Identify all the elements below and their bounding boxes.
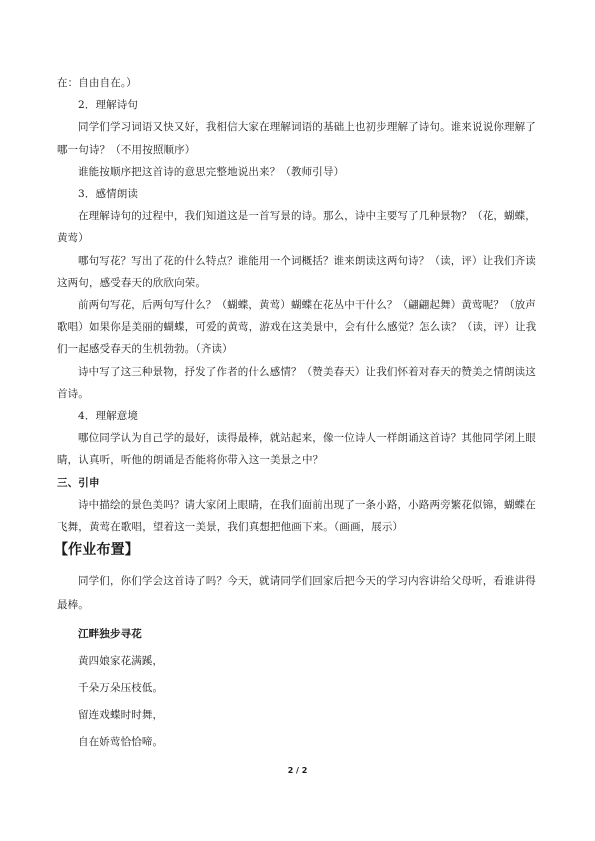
paragraph: 谁能按顺序把这首诗的意思完整地说出来？（教师引导）: [78, 165, 345, 178]
homework-paragraph: 同学们，你们学会这首诗了吗？今天，就请同学们回家后把今天的学习内容讲给父母听，看谁讲得最棒。: [57, 575, 536, 611]
poem-line: 留连戏蝶时时舞，: [78, 709, 164, 721]
lesson-body: [57, 72, 541, 538]
paragraph: 在理解诗句的过程中，我们知道这是一首写景的诗。那么，诗中主要写了几种景物？（花，蝴蝶，黄莺）: [57, 210, 536, 245]
paragraph: 在：自由自在。）: [57, 77, 137, 89]
homework-section: [54, 535, 541, 756]
subsection-heading: 4．理解意境: [78, 410, 139, 423]
paragraph: 哪句写花？写出了花的什么特点？谁能用一个词概括？谁来朗读这两句诗？（读，评）让我们齐读这两句，感受春天的欣欣向荣。: [57, 254, 536, 289]
paragraph: 同学们学习词语又快又好，我相信大家在理解词语的基础上也初步理解了诗句。谁来说说你理解了哪一句诗？（不用按照顺序）: [57, 121, 536, 156]
poem: [57, 621, 541, 756]
homework-heading: 【作业布置】: [54, 542, 139, 558]
subsection-heading: 3．感情朗读: [78, 188, 139, 201]
page-number: 2 / 2: [287, 766, 308, 775]
poem-title: 江畔独步寻花: [78, 628, 142, 640]
poem-line: 千朵万朵压枝低。: [78, 682, 164, 694]
section-heading: 三、引申: [57, 476, 100, 489]
poem-line: 黄四娘家花满蹊，: [78, 655, 164, 667]
paragraph: 诗中描绘的景色美吗？请大家闭上眼睛，在我们面前出现了一条小路，小路两旁繁花似锦，蝴蝶在飞舞，黄莺在歌唱，望着这一美景，我们真想把他画下来。（画画，展示）: [57, 498, 536, 534]
paragraph: 诗中写了这三种景物，抒发了作者的什么感情？（赞美春天）让我们怀着对春天的赞美之情朗读这首诗。: [57, 365, 536, 400]
paragraph: 哪位同学认为自己学的最好，读得最棒，就站起来，像一位诗人一样朗诵这首诗？其他同学闭上眼睛，认真听，听他的朗诵是否能将你带入这一美景之中？: [57, 432, 536, 467]
poem-line: 自在娇莺恰恰啼。: [78, 736, 164, 748]
paragraph: 前两句写花，后两句写什么？（蝴蝶，黄莺）蝴蝶在花丛中干什么？（翩翩起舞）黄莺呢？（放声歌唱）如果你是美丽的蝴蝶，可爱的黄莺，游戏在这美景中，会有什么感觉？怎么读？（读，评）让我们一起感受春天的生机勃勃。（齐读）: [57, 299, 537, 356]
subsection-heading: 2．理解诗句: [78, 99, 139, 112]
